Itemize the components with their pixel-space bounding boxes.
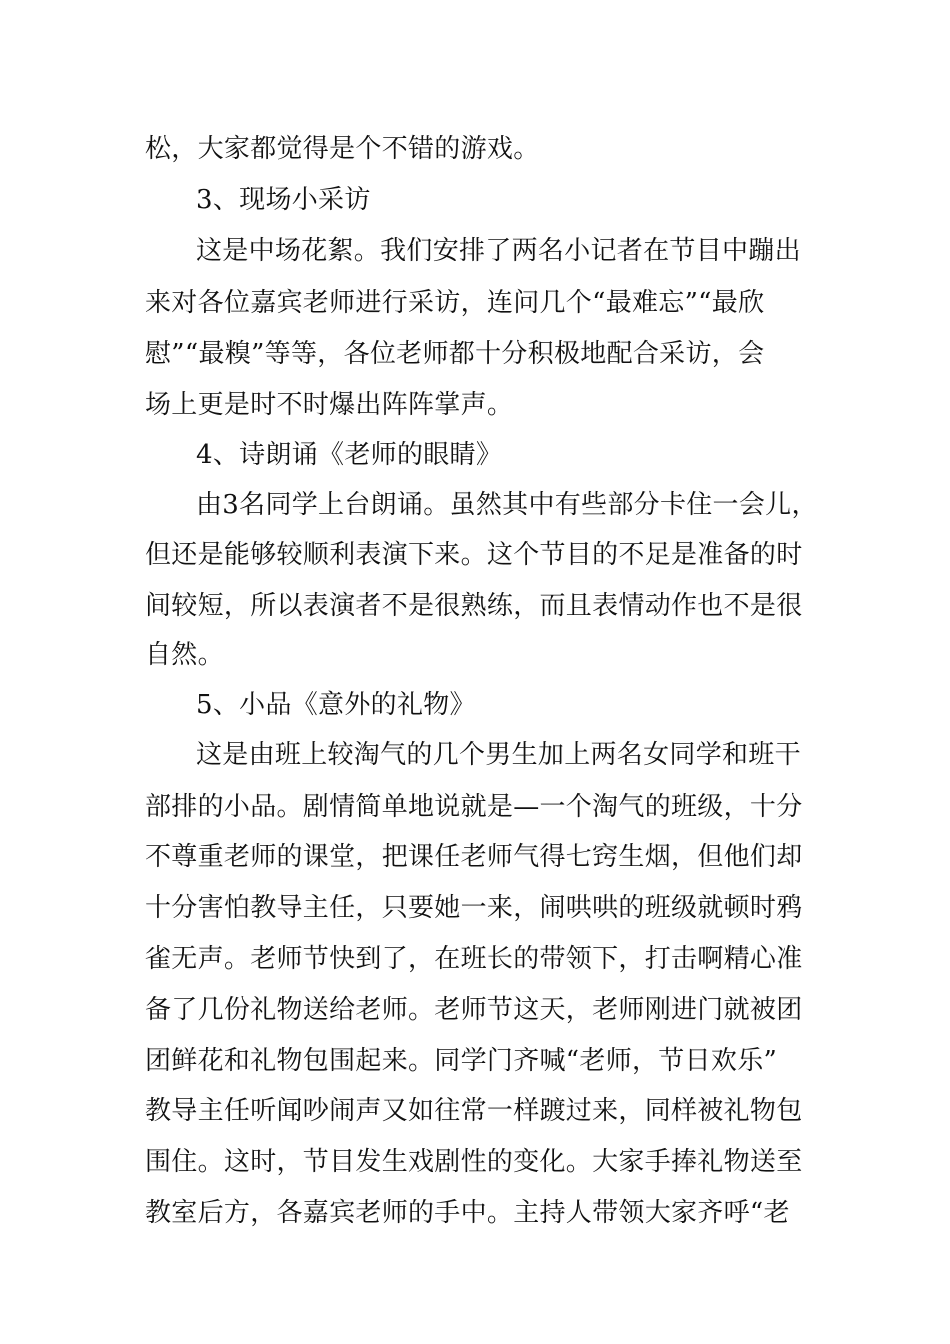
text-line: 团鲜花和礼物包围起来。同学门齐喊“老师，节日欢乐” — [145, 1046, 778, 1076]
text-line: 慰”“最糗”等等，各位老师都十分积极地配合采访，会 — [145, 339, 765, 369]
text-line: 这是由班上较淘气的几个男生加上两名女同学和班干 — [196, 740, 801, 770]
text-line: 雀无声。老师节快到了，在班长的带领下，打击啊精心准 — [145, 944, 803, 974]
text-line: 围住。这时，节目发生戏剧性的变化。大家手捧礼物送至 — [145, 1147, 803, 1177]
text-line: 部排的小品。剧情简单地说就是—一个淘气的班级，十分 — [145, 792, 803, 822]
text-line: 这是中场花絮。我们安排了两名小记者在节目中蹦出 — [196, 236, 801, 266]
text-line: 备了几份礼物送给老师。老师节这天，老师刚进门就被团 — [145, 995, 803, 1025]
text-line: 十分害怕教导主任，只要她一来，闹哄哄的班级就顿时鸦 — [145, 893, 803, 923]
text-line: 松，大家都觉得是个不错的游戏。 — [145, 134, 540, 164]
text-line: 来对各位嘉宾老师进行采访，连问几个“最难忘”“最欣 — [145, 288, 765, 318]
section-heading: 4、诗朗诵《老师的眼睛》 — [196, 440, 503, 470]
text-line: 不尊重老师的课堂，把课任老师气得七窍生烟，但他们却 — [145, 842, 803, 872]
text-line: 自然。 — [145, 640, 224, 670]
text-line: 但还是能够较顺利表演下来。这个节目的不足是准备的时 — [145, 540, 803, 570]
text-line: 场上更是时不时爆出阵阵掌声。 — [145, 390, 514, 420]
section-heading: 3、现场小采访 — [196, 185, 371, 215]
section-heading: 5、小品《意外的礼物》 — [196, 690, 476, 720]
text-line: 教导主任听闻吵闹声又如往常一样踱过来，同样被礼物包 — [145, 1096, 803, 1126]
text-line: 间较短，所以表演者不是很熟练，而且表情动作也不是很 — [145, 591, 803, 621]
text-line: 由3名同学上台朗诵。虽然其中有些部分卡住一会儿， — [196, 490, 818, 520]
text-line: 教室后方，各嘉宾老师的手中。主持人带领大家齐呼“老 — [145, 1198, 790, 1228]
